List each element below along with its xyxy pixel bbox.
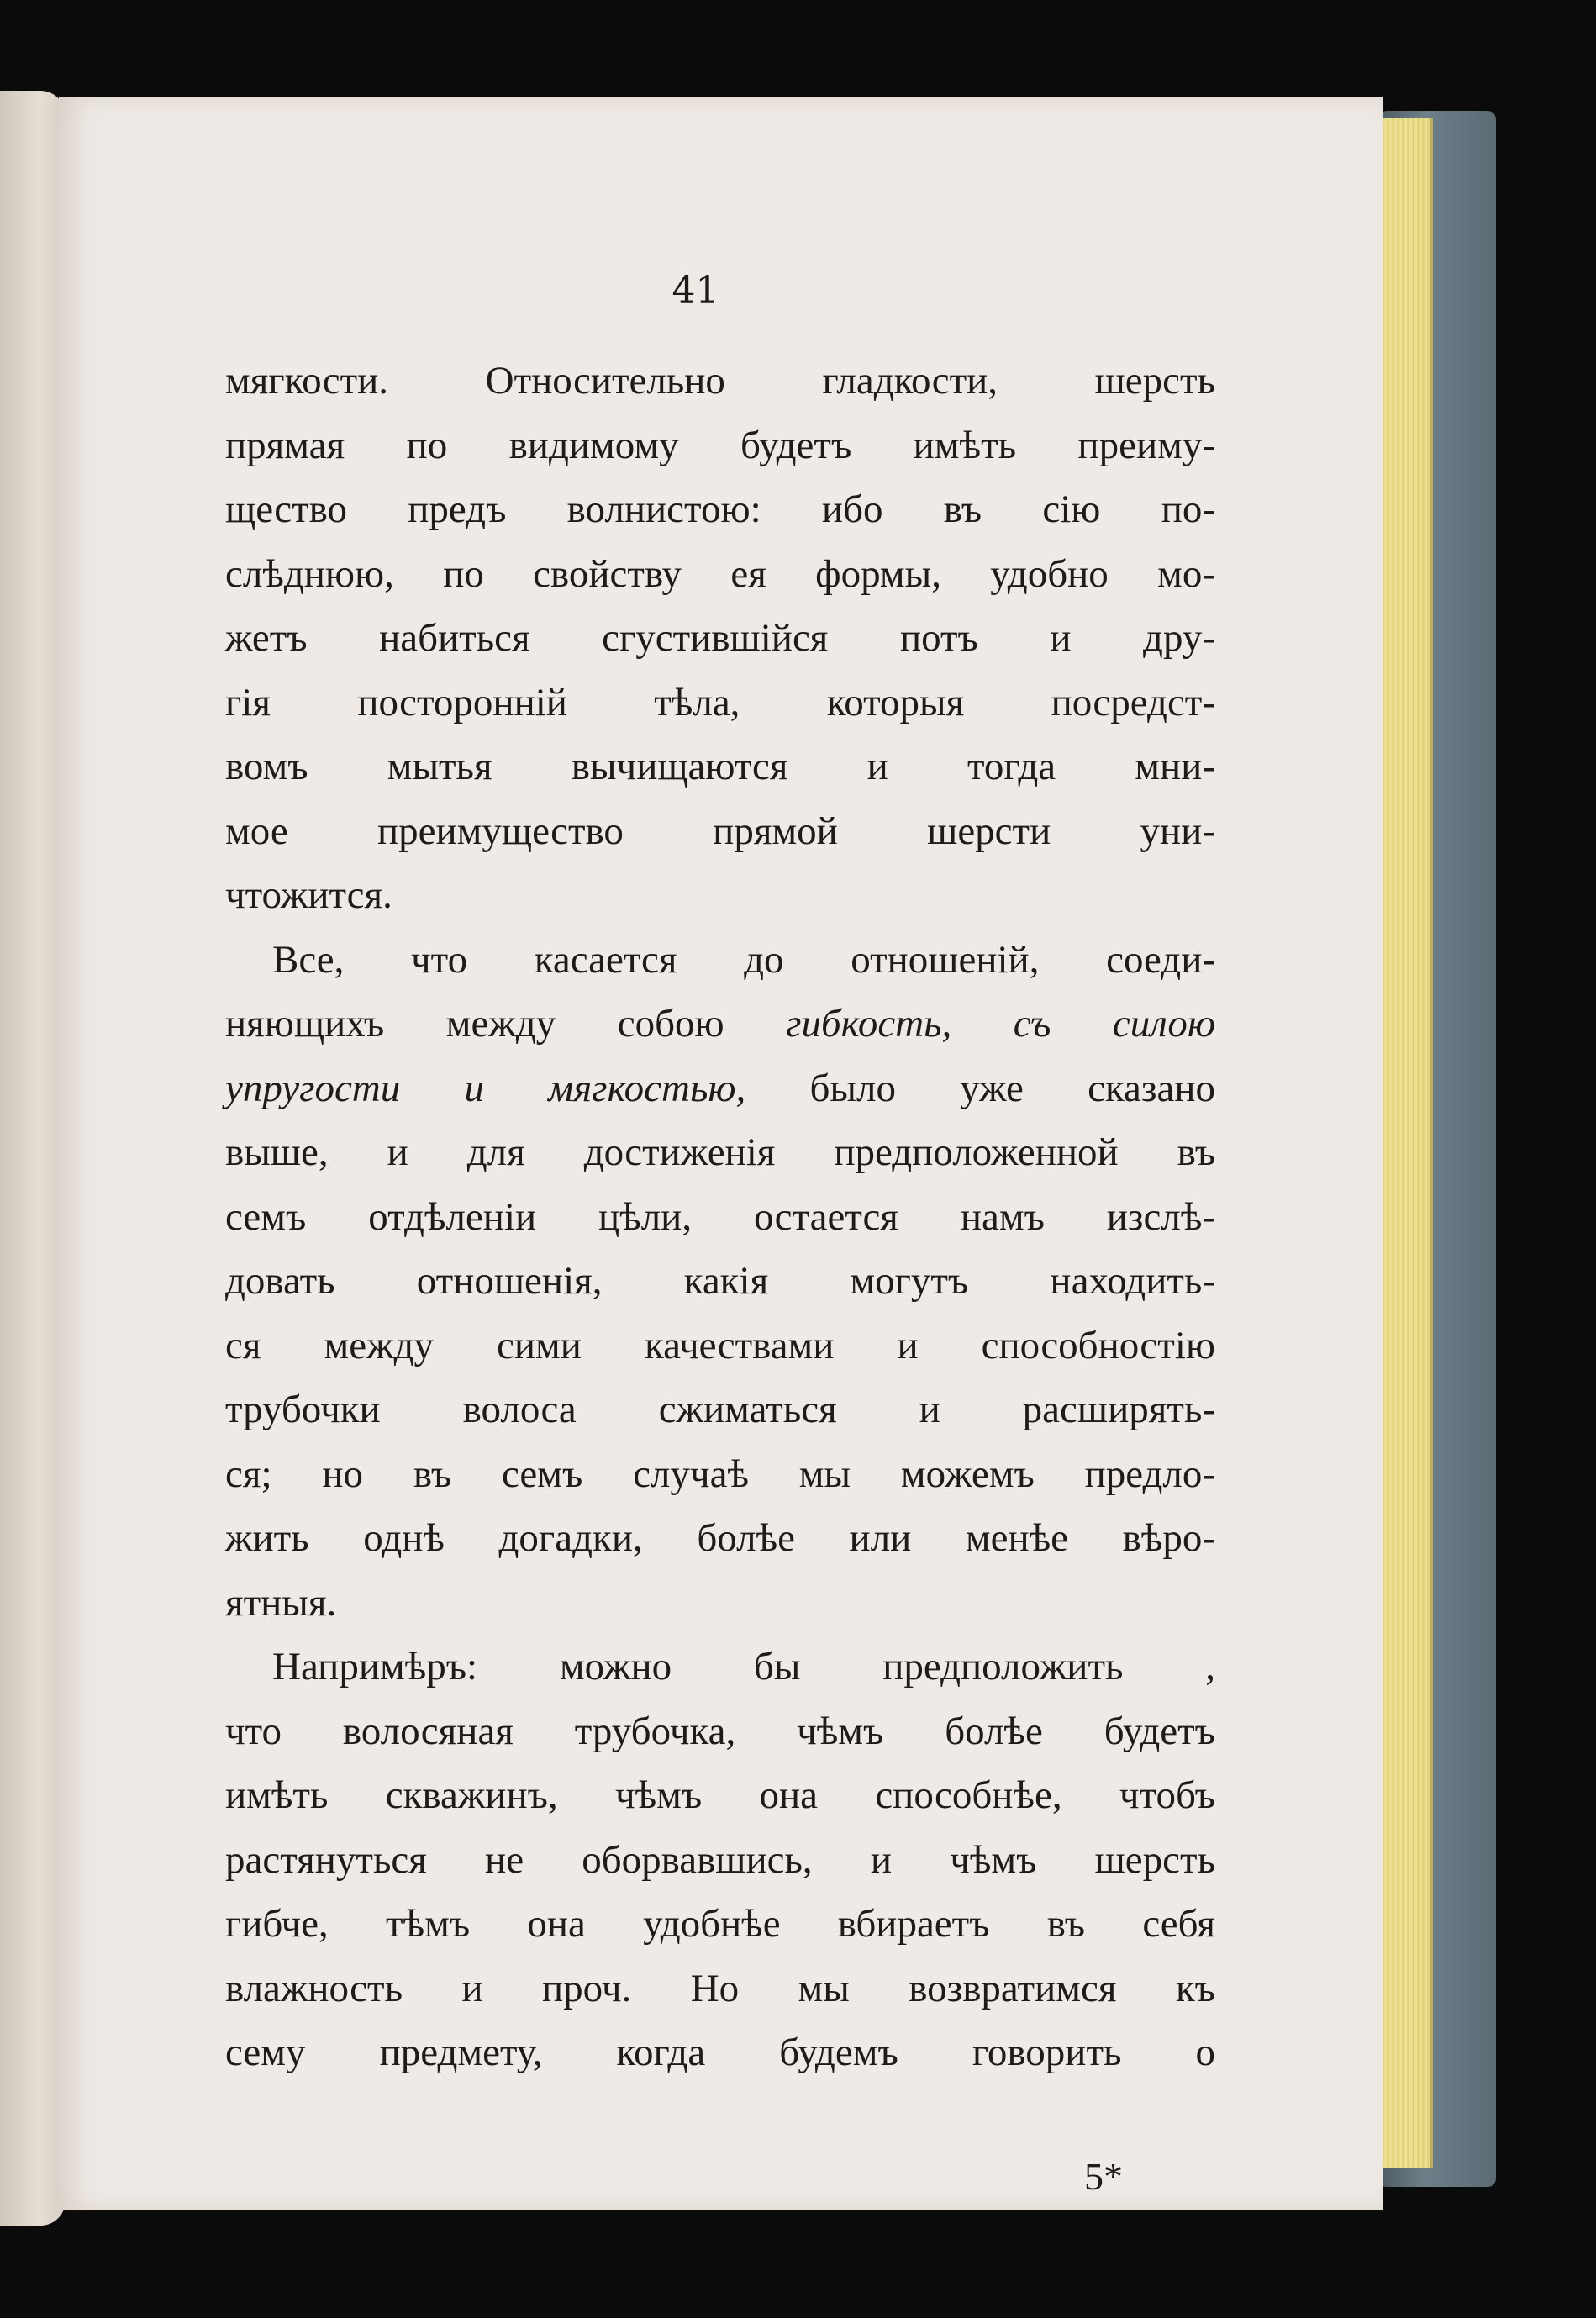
italic-fragment: упругости и мягкостью, xyxy=(225,1066,746,1110)
text-line: имѣть скважинъ, чѣмъ она способнѣе, чтобъ xyxy=(225,1773,1215,1817)
text-line: влажность и проч. Но мы возвратимся къ xyxy=(225,1966,1215,2010)
text-line: ся между сими качествами и способностію xyxy=(225,1323,1215,1367)
text-line: жить однѣ догадки, болѣе или менѣе вѣро- xyxy=(225,1516,1215,1560)
text-line: мое преимущество прямой шерсти уни- xyxy=(225,809,1215,853)
signature-mark: 5* xyxy=(1084,2155,1123,2198)
text-line: вомъ мытья вычищаются и тогда мни- xyxy=(225,745,1215,788)
text-line: выше, и для достиженія предположенной въ xyxy=(225,1130,1215,1174)
text-fragment: было уже сказано xyxy=(809,1066,1215,1110)
text-line: мягкости. Относительно гладкости, шерсть xyxy=(225,359,1215,403)
page-number: 41 xyxy=(672,269,719,312)
italic-fragment: гибкость, съ силою xyxy=(786,1002,1215,1046)
left-page-edge xyxy=(0,91,66,2226)
text-line: ся; но въ семъ случаѣ мы можемъ предло- xyxy=(225,1451,1215,1496)
text-line: семъ отдѣленіи цѣли, остается намъ изслѣ- xyxy=(225,1194,1215,1239)
book-page xyxy=(59,97,1383,2210)
text-line: что волосяная трубочка, чѣмъ болѣе будетъ xyxy=(225,1709,1215,1753)
text-line: трубочки волоса сжиматься и расширять- xyxy=(225,1388,1215,1431)
text-line: прямая по видимому будетъ имѣть преиму- xyxy=(225,423,1215,467)
page-fore-edge xyxy=(1378,118,1433,2168)
text-line: сему предмету, когда будемъ говорить о xyxy=(225,2031,1215,2074)
text-line: гибче, тѣмъ она удобнѣе вбираетъ въ себя xyxy=(225,1902,1215,1946)
page-text xyxy=(225,349,1215,2085)
text-line: гія посторонній тѣла, которыя посредст- xyxy=(225,680,1215,724)
text-line: чтожится. xyxy=(225,873,392,917)
text-line: жетъ набиться сгустившійся потъ и дру- xyxy=(225,616,1215,660)
text-line: щество предъ волнистою: ибо въ сію по- xyxy=(225,487,1215,531)
text-line-mixed xyxy=(225,1056,1215,1121)
text-line: слѣднюю, по свойству ея формы, удобно мо- xyxy=(225,551,1215,596)
text-line: Напримѣръ: можно бы предположить , xyxy=(272,1645,1215,1688)
text-line: ятныя. xyxy=(225,1580,337,1625)
text-line: довать отношенія, какія могутъ находить- xyxy=(225,1259,1215,1303)
text-line-mixed xyxy=(225,992,1215,1056)
text-fragment: няющихъ между собою xyxy=(225,1002,787,1046)
text-line: растянуться не оборвавшись, и чѣмъ шерсть xyxy=(225,1837,1215,1882)
text-line: Все, что касается до отношеній, соеди- xyxy=(272,937,1215,982)
